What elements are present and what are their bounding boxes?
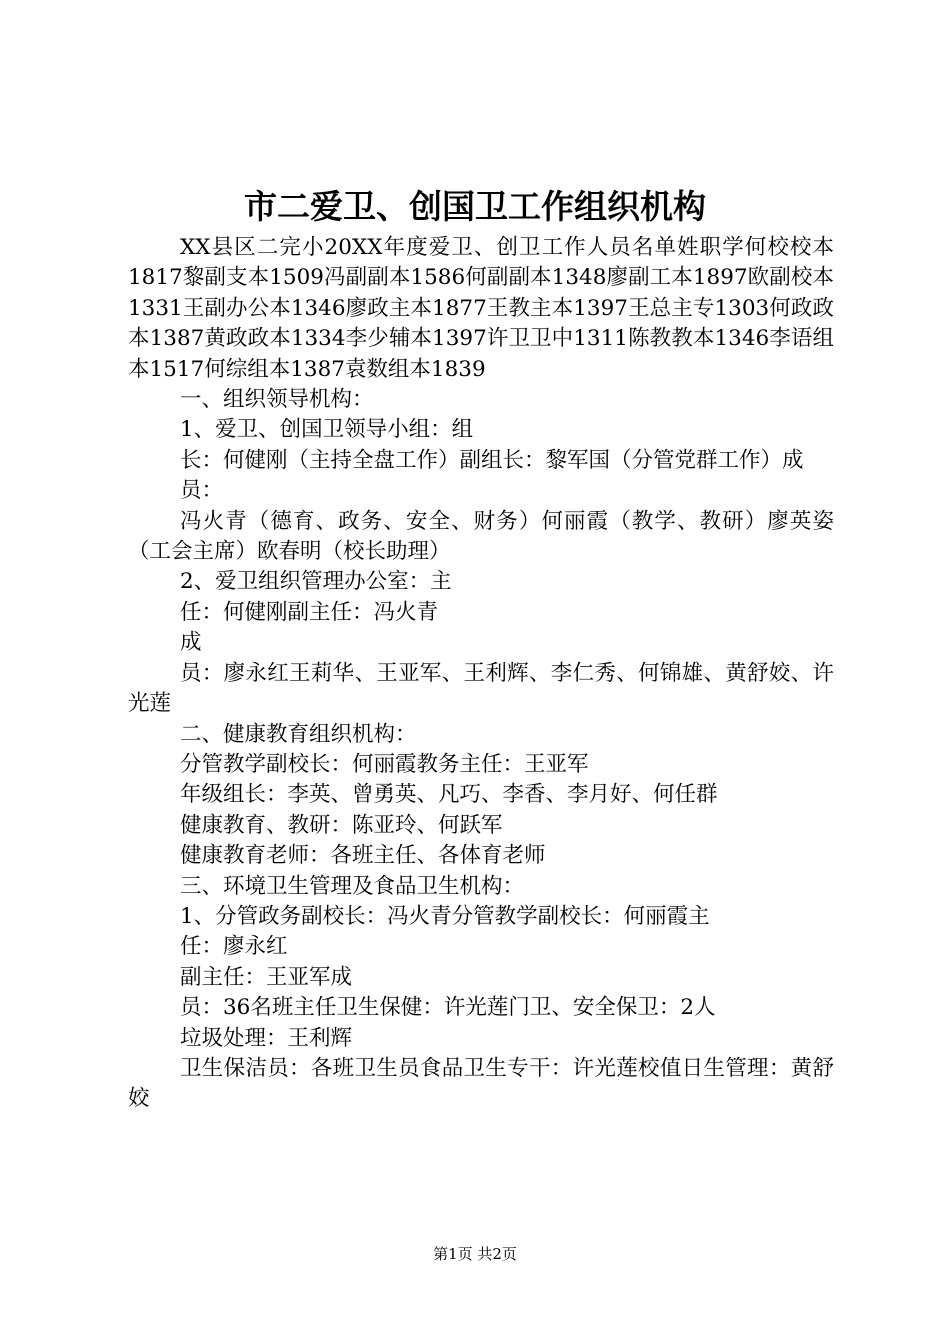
waste-handling: 垃圾处理：王利辉 <box>180 1025 353 1051</box>
health-education-research: 健康教育、教研：陈亚玲、何跃军 <box>180 812 503 838</box>
office-members: 员：廖永红王莉华、王亚军、王利辉、李仁秀、何锦雄、黄舒姣、许光莲 <box>128 660 834 717</box>
leading-group-members-label: 员： <box>180 478 224 504</box>
section-heading-leadership: 一、组织领导机构： <box>180 387 374 413</box>
environment-vice-principals: 1、分管政务副校长：冯火青分管教学副校长：何丽霞主 <box>180 903 710 929</box>
health-education-leaders: 分管教学副校长：何丽霞教务主任：王亚军 <box>180 751 589 777</box>
document-body <box>128 233 834 1115</box>
section-heading-environment-food: 三、环境卫生管理及食品卫生机构： <box>180 873 525 899</box>
office-directors: 任：何健刚副主任：冯火青 <box>180 599 439 625</box>
environment-deputy-director: 副主任：王亚军成 <box>180 964 353 990</box>
office-heading: 2、爱卫组织管理办公室：主 <box>180 569 452 595</box>
office-members-label: 成 <box>180 630 202 656</box>
leading-group-members: 冯火青（德育、政务、安全、财务）何丽霞（教学、教研）廖英姿（工会主席）欧春明（校长助理） <box>128 508 834 565</box>
environment-members: 员：36名班主任卫生保健：许光莲门卫、安全保卫：2人 <box>180 995 716 1021</box>
page-number-footer: 第1页 共2页 <box>433 1245 517 1263</box>
leading-group-leaders: 长：何健刚（主持全盘工作）副组长：黎军国（分管党群工作）成 <box>180 447 804 473</box>
document-title: 市二爱卫、创国卫工作组织机构 <box>244 187 706 226</box>
leading-group-heading: 1、爱卫、创国卫领导小组：组 <box>180 417 474 443</box>
environment-director: 任：廖永红 <box>180 934 288 960</box>
health-education-teachers: 健康教育老师：各班主任、各体育老师 <box>180 843 546 869</box>
cleaning-and-food-hygiene: 卫生保洁员：各班卫生员食品卫生专干：许光莲校值日生管理：黄舒姣 <box>128 1055 834 1112</box>
grade-leaders: 年级组长：李英、曾勇英、凡巧、李香、李月好、何任群 <box>180 782 718 808</box>
staff-list-paragraph: XX县区二完小20XX年度爱卫、创卫工作人员名单姓职学何校校本1817黎副支本1509冯副副本1586何副副本1348廖副工本1897欧副校本1331王副办公本1346廖政主本1877王教主本1397王总主专1303何政政本1387黄政政本1334李少辅本1397许卫卫中1311陈教教本1346李语组本1517何综组本1387袁数组本1839 <box>128 235 834 382</box>
section-heading-health-education: 二、健康教育组织机构： <box>180 721 417 747</box>
